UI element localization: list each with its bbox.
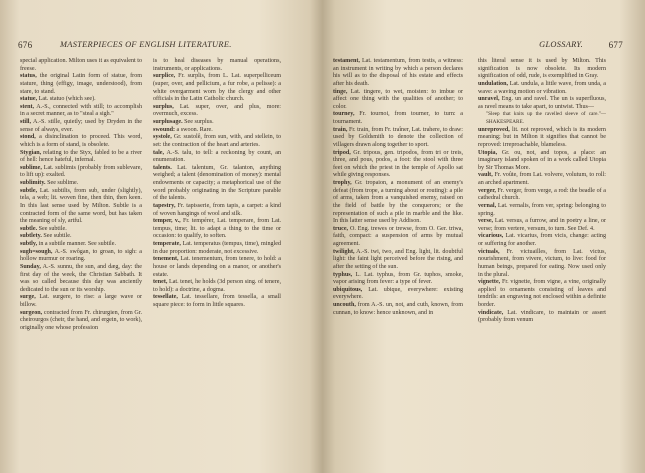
headword: unreproved, [478, 126, 510, 133]
definition: relating to the Styx, fabled to be a river of hell: hence hateful, infernal. [20, 149, 142, 164]
headword: uncouth, [333, 302, 356, 308]
definition: Lat. tessellare, from tessella, a small square piece: to form in little squares. [153, 294, 281, 308]
glossary-entry [20, 226, 142, 234]
headword: temper, v., [153, 218, 181, 225]
headword: surplus, [153, 103, 174, 110]
headword: tessellate, [153, 294, 178, 301]
glossary-entry [20, 165, 142, 180]
glossary-entry [153, 218, 281, 241]
headword: temperate, [153, 241, 181, 247]
definition: A.-S. talu, to tell: a reckoning by count, an enumeration. [153, 149, 281, 164]
glossary-entry [153, 294, 281, 309]
headword: verger, [478, 187, 496, 194]
definition: Fr. train, from Fr. traîner, Lat. trahere, to draw: used by Goldsmith to denote the collection of villagers drawn along together to sport. [333, 126, 463, 148]
glossary-entry [153, 165, 281, 203]
definition: Gr. sustolê, from sun, with, and stellein, to set: the contraction of the heart and arteries. [153, 134, 281, 148]
definition: Lat. tingere, to wet, moisten: to imbue or affect one thing with the qualities of another; to color. [333, 88, 463, 110]
glossary-entry [478, 172, 606, 187]
glossary-entry [333, 287, 463, 302]
definition: Fr. verger, from verge, a rod: the beadle of a cathedral church. [478, 187, 606, 202]
headword: subtlety. [20, 233, 42, 240]
glossary-entry [478, 218, 606, 233]
glossary-entry [333, 302, 463, 317]
definition: Lat. undula, a little wave, from unda, a wave: a waving motion or vibration. [478, 80, 606, 95]
headword: vicarious, [478, 233, 504, 240]
glossary-entry [478, 188, 606, 203]
glossary-entry [20, 233, 142, 241]
headword: vernal, [478, 202, 497, 209]
definition: A.-S. twi, two, and Eng. light, lit. doubtful light: the faint light perceived before the rising, and after the setting of the sun. [333, 248, 464, 270]
left-page [0, 0, 322, 473]
glossary-column [478, 58, 606, 325]
page-number: 676 [18, 40, 33, 50]
glossary-entry [333, 226, 463, 249]
glossary-entry [20, 150, 142, 165]
definition: Lat. statuo (which see). [38, 96, 96, 103]
headword: typhus, [333, 271, 353, 278]
definition: Lat. subtilis, from sub, under (slightly), tela, a web; lit. woven fine, then thin, then keen. In this last sense used by Milton. Subtle is a contracted form of the same word, but has taken the meaning of sly, artful. [20, 187, 143, 225]
glossary-entry [20, 294, 142, 309]
definition: Lat. versus, a furrow, and in poetry a line, or verse; from vertere, versum, to turn. See Def. 4. [478, 218, 606, 232]
glossary-entry [333, 111, 463, 126]
definition: A.-S. stille, quietly; used by Dryden in the sense of always, ever. [20, 119, 143, 133]
definition: Lat. testamentum, from testis, a witness: an instrument in writing by which a person declares his will as to the disposal of his estate and effects after his death. [333, 58, 464, 87]
definition: Lat. vindicare, to maintain or assert (probably from venum [478, 309, 606, 324]
definition: Fr. tournoi, from tourner, to turn: a tournament. [333, 111, 463, 125]
headword: tripod, [333, 149, 351, 156]
glossary-entry [153, 279, 281, 294]
glossary-entry [153, 150, 281, 165]
headword: surge, [20, 294, 36, 301]
definition: is to heal diseases by manual operations, instruments, or applications. [153, 58, 281, 72]
headword: vault, [478, 172, 493, 179]
headword: subtle, [20, 187, 38, 194]
headword: testament, [333, 58, 360, 64]
glossary-entry [20, 264, 142, 295]
glossary-entry [478, 58, 606, 81]
definition: Lat. ubique, everywhere: existing everywhere. [333, 286, 463, 301]
definition: a disinclination to proceed. This word, which is a form of stand, is obsolete. [20, 134, 142, 148]
glossary-entry [478, 279, 606, 310]
definition: this literal sense it is used by Milton. This signification is now obsolete. Its modern signification of odd, rude, is exemplified in Gray. [478, 58, 606, 80]
definition: Fr. tapisserie, from tapis, a carpet: a kind of woven hangings of wool and silk. [153, 202, 281, 217]
glossary-entry [20, 310, 142, 333]
glossary-entry [20, 104, 142, 119]
definition: in a subtile manner. See subtile. [38, 241, 116, 247]
glossary-entry [478, 81, 606, 96]
glossary-entry [153, 104, 281, 119]
headword: Stygian, [20, 149, 42, 156]
glossary-entry [478, 249, 606, 280]
running-title: GLOSSARY. [539, 40, 583, 49]
definition: Lat. temperatus (tempus, time), mingled in due proportion: moderate, not excessive. [153, 241, 281, 255]
headword: subtly, [20, 241, 38, 247]
glossary-entry [20, 119, 142, 134]
headword: vindicate, [478, 309, 504, 316]
glossary-entry [20, 58, 142, 73]
headword: swound: [153, 126, 176, 133]
glossary-entry [20, 73, 142, 96]
headword: systole, [153, 134, 172, 141]
definition: Lat. vernalis, from ver, spring: belonging to spring. [478, 202, 607, 217]
headword: surplusage. [153, 119, 183, 125]
definition: L. Lat. typhus, from Gr. tuphos, smoke, vapor arising from fever: a type of fever. [333, 271, 463, 286]
headword: vignette, [478, 279, 501, 286]
definition: See surplus. [184, 119, 214, 125]
headword: status, [20, 73, 37, 80]
glossary-entry [153, 119, 281, 127]
headword: train, [333, 126, 348, 133]
page-number: 677 [608, 40, 623, 50]
glossary-quote: "Sleep that knits up the ravelled sleeve of care."—SHAKESPEARE. [486, 111, 606, 125]
headword: undulation, [478, 80, 508, 87]
glossary-entry [333, 150, 463, 181]
definition: special application. Milton uses it as equivalent to freese. [20, 58, 142, 72]
headword: truce, [333, 225, 349, 232]
headword: sugh=sough, [20, 248, 53, 255]
definition: contracted from Fr. chirurgien, from Gr. cheirourgos (cheir, the hand, and ergein, to work), originally one whose profession [20, 309, 143, 331]
definition: lit. not reproved, which is its modern meaning; but in Milton it signifies that cannot be reproved: irreproachable, blameless. [478, 126, 606, 148]
definition: Gr. ou, not, and topos, a place: an imaginary island spoken of in a work called Utopia by Sir Thomas More. [478, 149, 606, 171]
headword: tenement, [153, 256, 179, 263]
glossary-entry [153, 58, 281, 73]
glossary-entry [478, 96, 606, 111]
glossary-entry [333, 272, 463, 287]
headword: stent, [20, 103, 35, 110]
glossary-entry [333, 127, 463, 150]
definition: Lat. super, over, and plus, more: overmuch, excess. [153, 103, 281, 118]
glossary-entry [333, 249, 463, 272]
glossary-column [20, 58, 142, 333]
glossary-entry [153, 203, 281, 218]
glossary-entry [153, 134, 281, 149]
definition: from A.-S. un, not, and cuth, known, from cunnan, to know: hence unknown, and in [333, 302, 463, 316]
headword: Utopia, [478, 149, 498, 156]
headword: still, [20, 119, 32, 125]
glossary-entry [20, 241, 142, 249]
definition: See sublime. [47, 180, 79, 186]
definition: O. Eng. trewes or trewse, from O. Ger. triwa, faith, compact: a suspension of arms by mutual agreement. [333, 225, 463, 247]
glossary-entry [478, 127, 606, 150]
headword: tenet, [153, 279, 168, 286]
glossary-entry [478, 150, 606, 173]
definition: Lat. talentum, Gr. talanton, anything weighed; a talent (denomination of money): mental endowments or capacity; a metaphorical use of the word probably originating in the Scripture parable of the talents. [153, 164, 281, 202]
definition: Fr. victuailles, from Lat. victus, nourishment, from vivere, victum, to live: food for human beings, prepared for eating. Now used only in the plural. [478, 248, 606, 278]
headword: verse, [478, 218, 494, 225]
running-title: MASTERPIECES OF ENGLISH LITERATURE. [60, 40, 232, 49]
headword: statue, [20, 96, 38, 103]
headword: tapestry, [153, 202, 176, 209]
headword: tinge, [333, 88, 348, 95]
headword: sublime, [20, 164, 42, 171]
headword: Sunday, [20, 263, 41, 270]
definition: Gr. tripous, gen. tripodos, from tri or treis, three, and pous, podos, a foot: the stool with three feet on which the priest in the temple of Apollo sat while giving responses. [333, 149, 463, 179]
headword: talents. [153, 164, 172, 171]
headword: unravel, [478, 96, 500, 103]
definition: A.-S. sunnu, the sun, and dæg, day: the first day of the week, the Christian Sabbath. It was so called because this day was anciently dedicated to the sun or its worship. [20, 263, 142, 293]
definition: See subtile. [38, 225, 67, 232]
glossary-entry [153, 241, 281, 256]
definition: A.-S. swôgan, to groan, to sigh: a hollow murmur or roaring. [20, 248, 142, 263]
headword: surgeon, [20, 309, 43, 316]
glossary-entry [153, 73, 281, 104]
headword: tale, [153, 149, 164, 156]
glossary-entry [20, 249, 142, 264]
definition: Fr. tempérer, Lat. temperare, from Lat. tempus, time; lit. to adapt a thing to the time or occasion: to qualify, to soften. [153, 218, 282, 240]
glossary-entry [478, 203, 606, 218]
glossary-entry [333, 89, 463, 112]
glossary-column [153, 58, 281, 310]
glossary-entry [333, 58, 463, 89]
definition: A.-S., connected with still; to accomplish in a secret manner, as to "steal a sigh." [20, 103, 142, 118]
headword: subtle. [20, 225, 38, 232]
definition: Lat. vicarius, from vicis, change: acting or suffering for another. [478, 233, 606, 247]
headword: tourney, [333, 111, 355, 118]
definition: Eng. un and ravel. The un is superfluous, as ravel means to take apart, to untwist. Thus— [478, 96, 606, 110]
headword: ubiquitous, [333, 286, 363, 293]
definition: Lat. sublimis (probably from sublevare, to lift up): exalted. [20, 164, 142, 179]
page-header [323, 40, 645, 54]
headword: sublimity. [20, 180, 46, 186]
headword: victuals, [478, 248, 500, 255]
headword: stond, [20, 134, 36, 141]
definition: Lat. tenet, he holds (3d person sing. of tenere, to hold): a doctrine, a dogma. [153, 279, 282, 293]
definition: Fr. vignette, from vigne, a vine, originally applied to ornaments consisting of leaves and tendrils: an engraving not enclosed within a definite border. [478, 279, 606, 308]
definition: Lat. surgere, to rise: a large wave or billow. [20, 294, 142, 308]
definition: Fr. surplis, from L. Lat. superpelliceum (super, over, and pellicium, a fur robe, a pelisse): a white overgarment worn by the clergy and other officials in the Latin Catholic church. [153, 73, 281, 103]
glossary-entry [478, 310, 606, 325]
definition: Gr. tropaion, a monument of an enemy's defeat (from trope, a turning about or routing): a pile of arms, taken from a vanquished enemy, raised on the field of battle by the conquerors; or the representation of such a pile in marble and the like. In this latter sense used by Addison. [333, 180, 463, 225]
definition: Fr. voûte, from Lat. volvere, volutum, to roll: an arched apartment. [478, 172, 606, 186]
page-header [0, 40, 322, 54]
glossary-column [333, 58, 463, 317]
definition: the original Latin form of statue, from stature, thing (effigy, image, understood), from stare, to stand. [20, 73, 143, 95]
right-page [323, 0, 645, 473]
headword: twilight, [333, 248, 355, 255]
glossary-entry [20, 188, 142, 226]
glossary-entry [153, 256, 281, 279]
headword: surplice, [153, 73, 176, 80]
glossary-entry [333, 180, 463, 226]
definition: a swoon. Rare. [176, 126, 213, 133]
definition: Lat. tenementum, from tenere, to hold: a house or lands depending on a manor, or another's estate. [153, 256, 282, 278]
glossary-entry [20, 180, 142, 188]
glossary-entry [20, 134, 142, 149]
glossary-entry [20, 96, 142, 104]
glossary-entry [478, 233, 606, 248]
headword: trophy, [333, 180, 352, 186]
definition: See subtile. [43, 233, 72, 240]
